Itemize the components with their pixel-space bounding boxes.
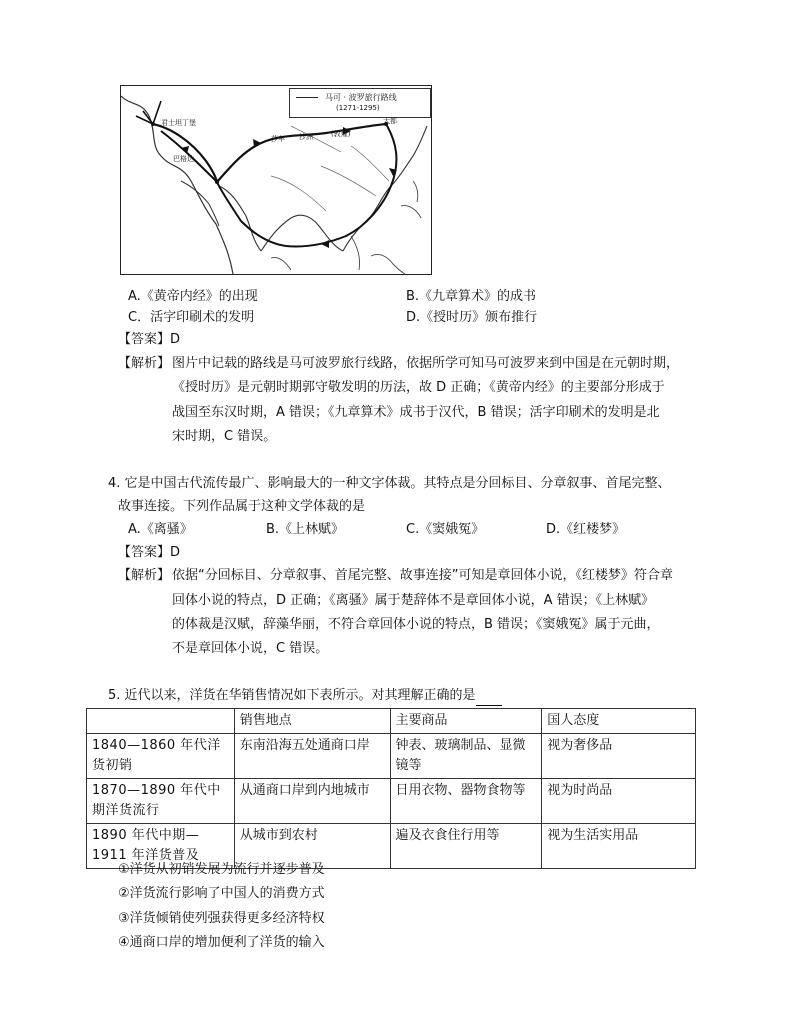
- table-cell-period: 1870—1890 年代中期洋货流行: [87, 779, 235, 824]
- legend-arrow-icon: [296, 97, 318, 98]
- table-cell-location: 从城市到农村: [234, 824, 390, 869]
- q5-statement-4: ④通商口岸的增加便利了洋货的输入: [118, 935, 325, 950]
- table-header-cell: 国人态度: [542, 709, 696, 734]
- table-cell-period: 1890 年代中期—1911 年洋货普及: [87, 824, 235, 869]
- place-baghdad: 巴格达: [173, 155, 194, 163]
- place-dunhuang: (敦煌): [331, 130, 351, 138]
- q5-answer-blank: [476, 691, 502, 706]
- table-header-cell: 销售地点: [234, 709, 390, 734]
- q3-analysis-line-2: 《授时历》是元朝时期郭守敬发明的历法，故 D 正确；《黄帝内经》的主要部分形成于: [172, 380, 665, 395]
- table-header-cell: [87, 709, 235, 734]
- q4-option-a: A.《离骚》: [128, 522, 193, 537]
- map-legend: [289, 88, 431, 118]
- table-cell-location: 东南沿海五处通商口岸: [234, 734, 390, 779]
- table-cell-goods: 遍及衣食住行用等: [390, 824, 542, 869]
- table-cell-attitude: 视为奢侈品: [542, 734, 696, 779]
- table-cell-goods: 钟表、玻璃制品、显微镜等: [390, 734, 542, 779]
- place-shache: 莎车: [271, 135, 285, 143]
- q4-stem-line-1: 4. 它是中国古代流传最广、影响最大的一种文字体裁。其特点是分回标目、分章叙事、首尾完整、: [108, 476, 671, 491]
- table-cell-period: 1840—1860 年代洋货初销: [87, 734, 235, 779]
- table-header-row: [87, 709, 696, 734]
- q5-statement-3: ③洋货倾销使列强获得更多经济特权: [118, 911, 325, 926]
- q3-answer-value: D: [170, 332, 181, 347]
- table-cell-attitude: 视为生活实用品: [542, 824, 696, 869]
- q4-answer: [118, 543, 180, 563]
- q4-analysis-line-2: 回体小说的特点，D 正确；《离骚》属于楚辞体不是章回体小说，A 错误；《上林赋》: [172, 593, 655, 608]
- q3-analysis-line-1: 图片中记载的路线是马可波罗旅行线路，依据所学可知马可波罗来到中国是在元朝时期，: [172, 356, 680, 371]
- table-header-cell: 主要商品: [390, 709, 542, 734]
- table-cell-goods: 日用衣物、器物食物等: [390, 779, 542, 824]
- q3-analysis-label: 【解析】: [118, 356, 171, 371]
- q4-analysis-label: 【解析】: [118, 568, 171, 583]
- q3-option-a: A.《黄帝内经》的出现: [128, 289, 258, 304]
- q4-option-c: C.《窦娥冤》: [406, 522, 485, 537]
- place-constantinople: 君士坦丁堡: [161, 119, 196, 127]
- q5-statement-1: ①洋货从初销发展为流行并逐步普及: [118, 862, 325, 877]
- marco-polo-route-map: [120, 85, 432, 275]
- place-shazhou: 沙洲: [299, 133, 313, 141]
- legend-years: (1271-1295): [336, 104, 380, 112]
- q4-analysis-line-3: 的体裁是汉赋，辞藻华丽，不符合章回体小说的特点，B 错误；《窦娥冤》属于元曲，: [172, 617, 660, 632]
- table-row: [87, 734, 696, 779]
- q4-analysis-line-4: 不是章回体小说，C 错误。: [172, 641, 329, 656]
- q3-analysis-line-3: 战国至东汉时期，A 错误；《九章算术》成书于汉代，B 错误；活字印刷术的发明是北: [172, 405, 660, 420]
- table-cell-attitude: 视为时尚品: [542, 779, 696, 824]
- q3-option-d: D.《授时历》颁布推行: [406, 310, 538, 325]
- q3-analysis-line-4: 宋时期，C 错误。: [172, 429, 277, 444]
- q4-answer-label: 【答案】: [118, 545, 171, 560]
- q3-answer: [118, 330, 180, 350]
- q4-answer-value: D: [170, 545, 181, 560]
- table-row: [87, 779, 696, 824]
- q4-option-d: D.《红楼梦》: [546, 522, 626, 537]
- q3-option-c: C．活字印刷术的发明: [128, 310, 255, 325]
- place-dadu: 大都: [383, 117, 397, 125]
- legend-title: 马可 · 波罗旅行路线: [325, 93, 397, 102]
- q4-analysis-line-1: 依据“分回标目、分章叙事、首尾完整、故事连接”可知是章回体小说，《红楼梦》符合章: [172, 568, 673, 583]
- q5-table: [86, 708, 696, 869]
- q5-stem: [108, 686, 502, 706]
- q5-statement-2: ②洋货流行影响了中国人的消费方式: [118, 886, 325, 901]
- q3-option-b: B.《九章算术》的成书: [406, 289, 537, 304]
- q3-answer-label: 【答案】: [118, 332, 171, 347]
- table-cell-location: 从通商口岸到内地城市: [234, 779, 390, 824]
- q5-stem-text: 5. 近代以来，洋货在华销售情况如下表所示。对其理解正确的是: [108, 688, 476, 703]
- q4-stem-line-2: 故事连接。下列作品属于这种文学体裁的是: [118, 499, 366, 514]
- q4-option-b: B.《上林赋》: [266, 522, 345, 537]
